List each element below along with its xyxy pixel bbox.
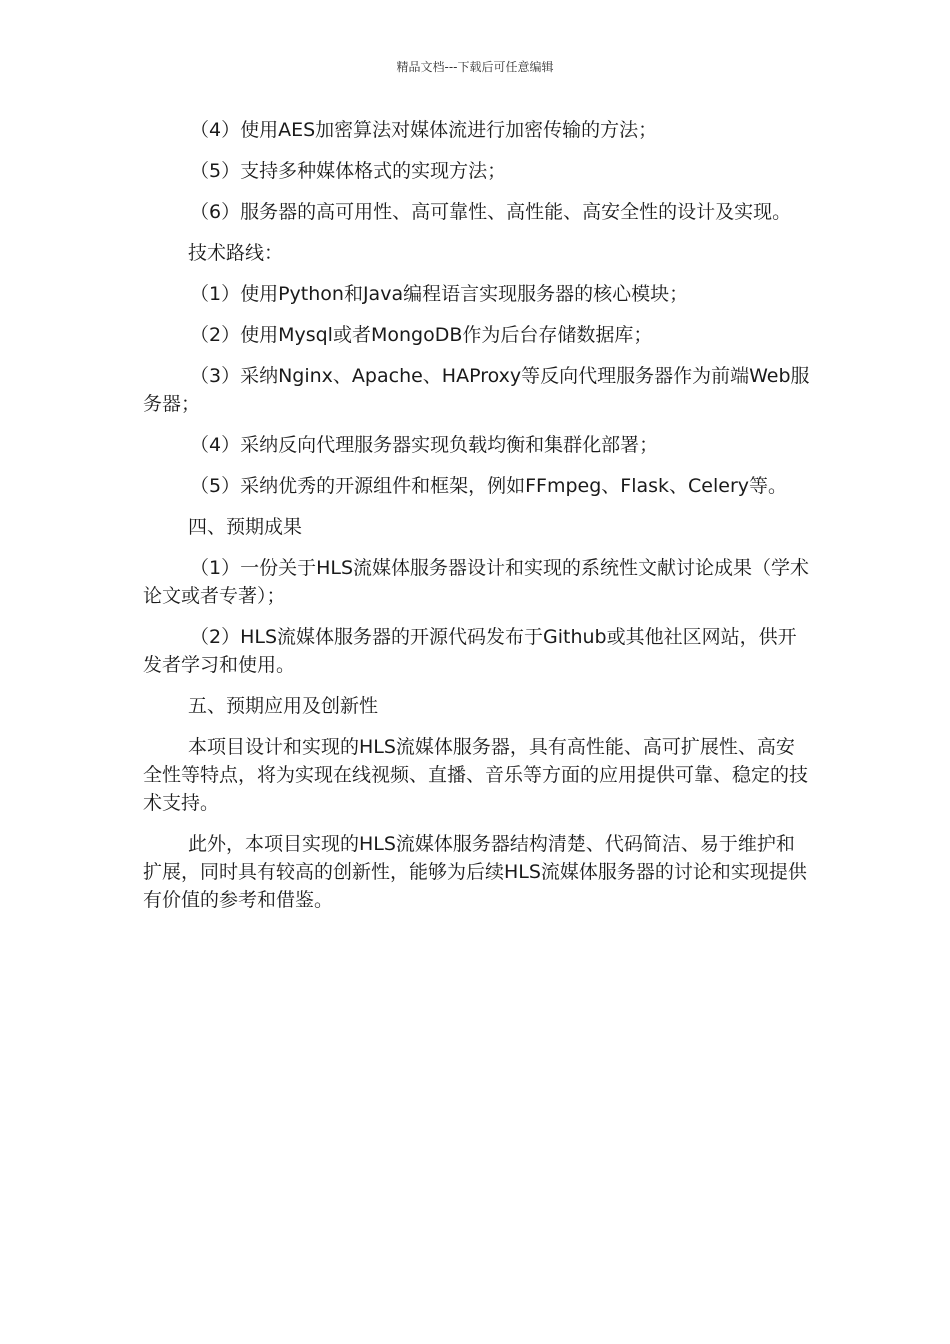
paragraph-goal-5: （5）支持多种媒体格式的实现方法； [190,160,507,182]
paragraph-route-4: （4）采纳反向代理服务器实现负载均衡和集群化部署； [190,434,659,456]
section-heading-application-innovation: 五、预期应用及创新性 [188,695,379,717]
page-header: 精品文档---下载后可任意编辑 [396,60,554,74]
paragraph-route-5: （5）采纳优秀的开源组件和框架，例如FFmpeg、Flask、Celery等。 [190,475,787,497]
document-body [143,116,811,927]
paragraph-application: 本项目设计和实现的HLS流媒体服务器，具有高性能、高可扩展性、高安全性等特点，将为实现在线视频、直播、音乐等方面的应用提供可靠、稳定的技术支持。 [143,736,809,814]
paragraph-goal-4: （4）使用AES加密算法对媒体流进行加密传输的方法； [190,119,658,141]
paragraph-goal-6: （6）服务器的高可用性、高可靠性、高性能、高安全性的设计及实现。 [190,201,792,223]
paragraph-route-1: （1）使用Python和Java编程语言实现服务器的核心模块； [190,283,689,305]
paragraph-route-2: （2）使用Mysql或者MongoDB作为后台存储数据库； [190,324,653,346]
paragraph-result-1: （1）一份关于HLS流媒体服务器设计和实现的系统性文献讨论成果（学术论文或者专著）； [143,557,810,607]
section-heading-tech-route: 技术路线： [188,242,284,264]
paragraph-route-3: （3）采纳Nginx、Apache、HAProxy等反向代理服务器作为前端Web服务器； [143,365,810,415]
section-heading-expected-results: 四、预期成果 [188,516,303,538]
paragraph-innovation: 此外，本项目实现的HLS流媒体服务器结构清楚、代码简洁、易于维护和扩展，同时具有较高的创新性，能够为后续HLS流媒体服务器的讨论和实现提供有价值的参考和借鉴。 [143,833,807,911]
paragraph-result-2: （2）HLS流媒体服务器的开源代码发布于Github或其他社区网站，供开发者学习和使用。 [143,626,797,676]
